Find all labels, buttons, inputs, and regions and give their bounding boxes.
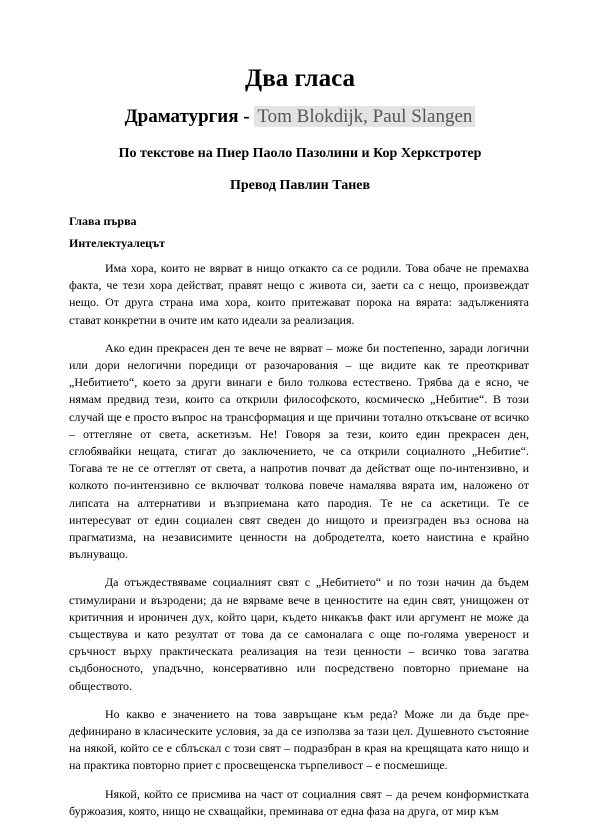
document-title: Два гласа	[245, 65, 355, 92]
body-text	[69, 260, 529, 831]
translation-credit: Превод Павлин Танев	[229, 178, 371, 193]
paragraph: Ако един прекрасен ден те вече не вярват – може би постепенно, заради логични или дори нелогични поредици от разочарования – ще видите как те преоткриват „Небитието“, което за други винаги е било толкова естествено. Трябва да е ясно, че нямам предвид тези, които са открили философското, космическо „Небитие“. В този случай ще е просто въпрос на трансформация и ще причини тотално откъсване от всичко – оттегляне от света, аскетизъм. Не! Говоря за тези, които един прекрасен ден, сглобявайки нещата, стигат до заключението, че са открили социалното „Небитие“. Тогава те не се оттеглят от света, а напротив почват да действат още по-интензивно, и колкото по-интензивно се включват толкова повече намалява вярата им, наложено от липсата на алтернативи и възприемана като пародия. Те не са аскетици. Те се интересуват от един социален свят сведен до нищото и преизграден въз основа на прагматизма, на независимите ценности на добродетелта, което наистина е крайно вълнуващо.	[69, 340, 529, 562]
subtitle-prefix: Драматургия -	[124, 106, 255, 127]
document-subtitle	[0, 104, 600, 130]
subtitle-authors: Tom Blokdijk, Paul Slangen	[254, 106, 475, 127]
texts-credit: По текстове на Пиер Паоло Пазолини и Кор Херкстротер	[118, 146, 482, 161]
paragraph: Но какво е значението на това завръщане към реда? Може ли да бъде пре-дефинирано в класическите условия, за да се използва за тази цел. Душевното състояние на някой, който се е сблъскал с този свят – подразбран в края на крещящата като нищо и на практика повторно приет с просвещенска търпеливост – е посмешище.	[69, 706, 529, 773]
paragraph: Някой, който се присмива на част от социалния свят – да речем конформистката буржоазия, която, нищо не схващайки, преминава от една фаза на друга, от мир към	[69, 786, 529, 818]
paragraph: Има хора, които не вярват в нищо откакто са се родили. Това обаче не премахва факта, че тези хора действат, правят нещо с живота си, заети са с нещо, произвеждат нещо. От друга страна има хора, които притежават порока на вярата: задълженията стават конкретни в очите им като идеали за реализация.	[69, 261, 529, 327]
chapter-heading: Глава първа	[69, 214, 137, 228]
paragraph: Да отъждествяваме социалният свят с „Небитието“ и по този начин да бъдем стимулирани и възродени; да не вярваме вече в ценностите на един свят, унищожен от критичния и ироничен дух, който цари, където никакъв факт или аргумент не може да съществува и като резултат от това да се самоналага с още по-голяма увереност и сръчност върху практическата реализация на тези ценности – всичко това загатва съдбоносното, упадъчно, консервативно или посредствено повторно приемане на обществото.	[69, 575, 529, 693]
section-heading: Интелектуалецът	[69, 236, 165, 250]
